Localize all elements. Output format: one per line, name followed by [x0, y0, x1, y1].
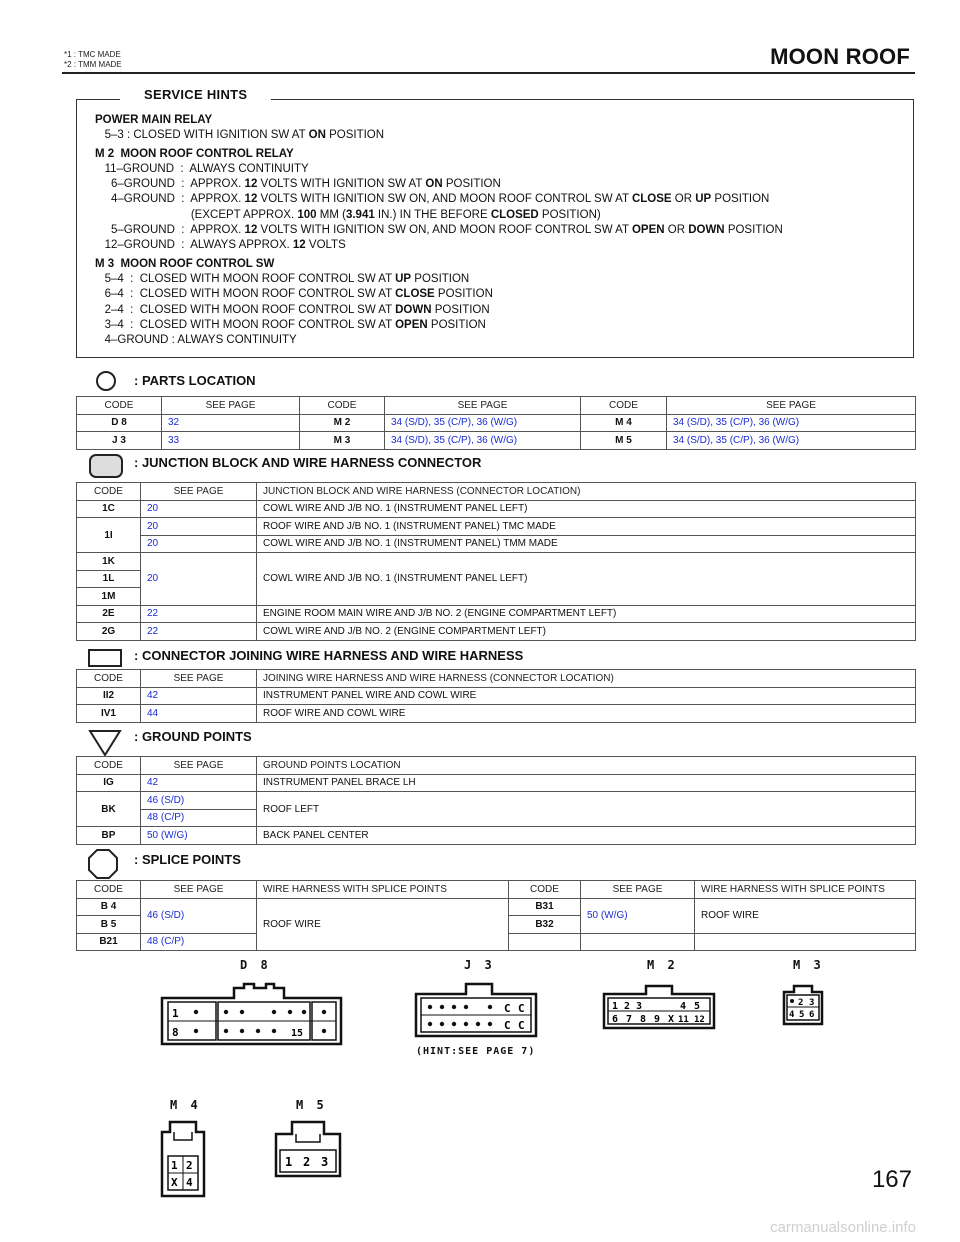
hint-text: POSITION: [442, 178, 501, 191]
connector-m2-diagram: [600, 982, 718, 1032]
connector-label-m3: M 3: [793, 958, 824, 972]
circle-icon: [96, 371, 116, 391]
hint-text: VOLTS WITH IGNITION SW AT: [257, 178, 426, 191]
col-header: CODE: [77, 881, 141, 899]
code-cell: IV1: [77, 705, 141, 723]
code-cell: IG: [77, 774, 141, 792]
col-header: WIRE HARNESS WITH SPLICE POINTS: [257, 881, 509, 899]
pin-label: 6: [809, 1010, 815, 1020]
pin-label: 6: [612, 1014, 619, 1025]
connector-label-m5: M 5: [296, 1098, 327, 1112]
pin-label: X: [668, 1014, 675, 1025]
bold-text: 12: [244, 224, 258, 237]
pin-label: 4: [680, 1001, 687, 1012]
hint-text: POSITION: [427, 318, 486, 331]
col-header: SEE PAGE: [141, 881, 257, 899]
pin-label: 4: [789, 1010, 795, 1020]
code-cell: M 5: [581, 432, 667, 450]
hint-text: POSITION: [411, 272, 470, 285]
col-header: CODE: [77, 483, 141, 501]
hint-text: VOLTS: [305, 239, 346, 252]
page-link[interactable]: 42: [141, 687, 257, 705]
col-header: CODE: [77, 397, 162, 415]
bold-text: CLOSED: [490, 208, 539, 221]
bold-text: ON: [308, 129, 326, 142]
location-cell: COWL WIRE AND J/B NO. 1 (INSTRUMENT PANEL LEFT): [257, 553, 916, 606]
code-cell: 1C: [77, 500, 141, 518]
hint-text: MM (: [316, 208, 346, 221]
parts-location-title: : PARTS LOCATION: [134, 373, 256, 388]
code-cell: B32: [509, 916, 581, 934]
hint-text: 6–4 : CLOSED WITH MOON ROOF CONTROL SW AT: [95, 288, 396, 301]
bold-text: 12: [292, 239, 306, 252]
hint-text: 11–GROUND : ALWAYS CONTINUITY: [95, 162, 309, 175]
pin-label: C: [504, 1019, 511, 1032]
hint-text: 2–4 : CLOSED WITH MOON ROOF CONTROL SW AT: [95, 303, 396, 316]
harness-cell: ROOF WIRE: [257, 898, 509, 951]
col-header: SEE PAGE: [141, 757, 257, 775]
code-cell: 1K: [77, 553, 141, 571]
location-cell: COWL WIRE AND J/B NO. 1 (INSTRUMENT PANEL) TMM MADE: [257, 535, 916, 553]
pin-label: 8: [172, 1026, 179, 1039]
code-cell: II2: [77, 687, 141, 705]
table-row: [77, 705, 916, 723]
pin-label: 4: [186, 1176, 193, 1189]
bold-text: CLOSE: [395, 288, 435, 301]
pin-label: 1: [285, 1155, 293, 1169]
bold-text: CLOSE: [631, 193, 672, 206]
code-cell: B 4: [77, 898, 141, 916]
page-link[interactable]: 20: [141, 500, 257, 518]
ground-points-table: [76, 756, 916, 845]
page-link[interactable]: 42: [141, 774, 257, 792]
code-cell: 1L: [77, 570, 141, 588]
page-link[interactable]: 20: [141, 535, 257, 553]
pin-label: 15: [291, 1028, 304, 1039]
hint-text: (HINT:SEE PAGE 7): [416, 1046, 536, 1057]
pin-label: 5: [694, 1001, 701, 1012]
code-cell: M 2: [300, 414, 385, 432]
code-cell: BP: [77, 827, 141, 845]
hint-text: OR: [664, 224, 689, 237]
location-cell: ENGINE ROOM MAIN WIRE AND J/B NO. 2 (ENGINE COMPARTMENT LEFT): [257, 605, 916, 623]
col-header: CODE: [77, 670, 141, 688]
table-row: [77, 535, 916, 553]
hint-text: OR: [671, 193, 696, 206]
service-hint-line: [95, 208, 783, 223]
col-header: CODE: [509, 881, 581, 899]
location-cell: INSTRUMENT PANEL WIRE AND COWL WIRE: [257, 687, 916, 705]
col-header: SEE PAGE: [141, 670, 257, 688]
service-hint-line: [95, 223, 783, 238]
service-hint-line: [95, 147, 783, 162]
page-link[interactable]: 22: [141, 605, 257, 623]
page-link[interactable]: 34 (S/D), 35 (C/P), 36 (W/G): [667, 414, 916, 432]
col-header: CODE: [581, 397, 667, 415]
service-hint-line: [95, 318, 783, 333]
bold-text: DOWN: [688, 224, 725, 237]
pin-label: 2: [303, 1155, 311, 1169]
connector-joining-table: [76, 669, 916, 723]
service-hint-line: [95, 303, 783, 318]
col-header: SEE PAGE: [581, 881, 695, 899]
junction-block-table: [76, 482, 916, 641]
col-header: JUNCTION BLOCK AND WIRE HARNESS (CONNECTOR LOCATION): [257, 483, 916, 501]
pin-label: 2: [624, 1001, 631, 1012]
table-row: [77, 518, 916, 536]
code-cell: J 3: [77, 432, 162, 450]
bold-text: DOWN: [395, 303, 432, 316]
connector-m4-diagram: [156, 1118, 212, 1200]
bold-text: OPEN: [395, 318, 428, 331]
service-hint-line: [95, 113, 783, 128]
hint-text: VOLTS WITH IGNITION SW ON, AND MOON ROOF CONTROL SW AT: [257, 193, 632, 206]
page-link[interactable]: 20: [141, 518, 257, 536]
service-hint-line: [95, 192, 783, 207]
rounded-rect-icon: [89, 454, 123, 478]
pin-label: C: [518, 1002, 525, 1015]
page-link[interactable]: 34 (S/D), 35 (C/P), 36 (W/G): [385, 432, 581, 450]
page-link[interactable]: 48 (C/P): [141, 933, 257, 951]
page-link[interactable]: 50 (W/G): [141, 827, 257, 845]
table-row: [77, 774, 916, 792]
bold-text: 12: [244, 178, 258, 191]
pin-label: C: [518, 1019, 525, 1032]
harness-cell: ROOF WIRE: [695, 898, 916, 933]
header-rule: [62, 72, 915, 74]
hint-text: 4–GROUND : APPROX.: [95, 193, 245, 206]
bold-text: 3.941: [345, 208, 375, 221]
page-link[interactable]: 46 (S/D): [141, 792, 257, 810]
code-cell: 1M: [77, 588, 141, 606]
service-hints-title: SERVICE HINTS: [120, 87, 271, 102]
bold-text: M 3 MOON ROOF CONTROL SW: [95, 257, 275, 270]
connector-j3-diagram: [412, 980, 542, 1042]
table-row: [77, 414, 916, 432]
col-header: WIRE HARNESS WITH SPLICE POINTS: [695, 881, 916, 899]
col-header: SEE PAGE: [162, 397, 300, 415]
bold-text: 12: [244, 193, 258, 206]
pin-label: 7: [626, 1014, 633, 1025]
empty-cell: [509, 933, 581, 951]
page-link[interactable]: 22: [141, 623, 257, 641]
pin-label: 11: [678, 1015, 689, 1025]
hint-text: POSITION: [434, 288, 493, 301]
pin-label: 2: [186, 1159, 193, 1172]
bold-text: ON: [425, 178, 443, 191]
ground-triangle-icon: [88, 729, 122, 757]
splice-points-title: : SPLICE POINTS: [134, 852, 241, 867]
splice-points-table: [76, 880, 916, 951]
page-number: 167: [871, 1166, 912, 1193]
connector-m3-diagram: [778, 982, 828, 1028]
note-tmm: *2 : TMM MADE: [64, 60, 122, 69]
pin-label: 3: [809, 998, 815, 1008]
table-row: [77, 827, 916, 845]
service-hint-line: [95, 272, 783, 287]
pin-label: 1: [612, 1001, 619, 1012]
connector-m5-diagram: [268, 1118, 348, 1182]
table-row: [77, 687, 916, 705]
page-link[interactable]: 32: [162, 414, 300, 432]
service-hint-line: [95, 177, 783, 192]
hint-text: POSITION: [711, 193, 770, 206]
code-cell: D 8: [77, 414, 162, 432]
code-cell: B31: [509, 898, 581, 916]
hint-text: 12–GROUND : ALWAYS APPROX.: [95, 239, 293, 252]
bold-text: UP: [395, 272, 412, 285]
code-cell: 2G: [77, 623, 141, 641]
code-cell: B21: [77, 933, 141, 951]
bold-text: M 2 MOON ROOF CONTROL RELAY: [95, 147, 294, 160]
table-row: [77, 792, 916, 810]
page-link[interactable]: 48 (C/P): [141, 809, 257, 827]
pin-label: 8: [640, 1014, 647, 1025]
hint-text: 5–4 : CLOSED WITH MOON ROOF CONTROL SW AT: [95, 272, 396, 285]
pin-label: 2: [798, 998, 804, 1008]
hint-text: POSITION: [325, 129, 385, 142]
page-link[interactable]: 44: [141, 705, 257, 723]
location-cell: COWL WIRE AND J/B NO. 2 (ENGINE COMPARTMENT LEFT): [257, 623, 916, 641]
col-header: CODE: [77, 757, 141, 775]
service-hint-line: [95, 238, 783, 253]
pin-label: 1: [171, 1159, 178, 1172]
code-cell: 1I: [77, 518, 141, 553]
pin-label: C: [504, 1002, 511, 1015]
bold-text: OPEN: [631, 224, 665, 237]
connector-label-m2: M 2: [647, 958, 678, 972]
code-cell: 2E: [77, 605, 141, 623]
location-cell: INSTRUMENT PANEL BRACE LH: [257, 774, 916, 792]
service-hints-body: [95, 113, 783, 348]
location-cell: ROOF WIRE AND J/B NO. 1 (INSTRUMENT PANEL) TMC MADE: [257, 518, 916, 536]
hint-text: 6–GROUND : APPROX.: [95, 178, 245, 191]
col-header: GROUND POINTS LOCATION: [257, 757, 916, 775]
junction-block-title: : JUNCTION BLOCK AND WIRE HARNESS CONNECTOR: [134, 455, 482, 470]
pin-label: 3: [321, 1155, 329, 1169]
location-cell: ROOF WIRE AND COWL WIRE: [257, 705, 916, 723]
ground-points-title: : GROUND POINTS: [134, 729, 252, 744]
hint-text: POSITION: [431, 303, 490, 316]
connector-d8-diagram: [154, 980, 349, 1050]
pin-label: X: [171, 1176, 178, 1189]
hint-text: (EXCEPT APPROX.: [95, 208, 298, 221]
watermark: carmanualsonline.info: [770, 1219, 916, 1236]
hint-text: POSITION): [538, 208, 601, 221]
location-cell: BACK PANEL CENTER: [257, 827, 916, 845]
bold-text: 100: [297, 208, 317, 221]
rectangle-icon: [88, 649, 122, 667]
hint-text: 4–GROUND : ALWAYS CONTINUITY: [95, 334, 297, 347]
pin-label: 1: [172, 1007, 179, 1020]
table-row: [77, 553, 916, 571]
service-hint-line: [95, 287, 783, 302]
page-link[interactable]: 50 (W/G): [581, 898, 695, 933]
table-row: [77, 623, 916, 641]
service-hint-line: [95, 257, 783, 272]
hint-text: 3–4 : CLOSED WITH MOON ROOF CONTROL SW AT: [95, 318, 396, 331]
pin-label: 3: [636, 1001, 643, 1012]
empty-cell: [695, 933, 916, 951]
parts-location-table: [76, 396, 916, 450]
hint-text: VOLTS WITH IGNITION SW ON, AND MOON ROOF CONTROL SW AT: [257, 224, 632, 237]
col-header: SEE PAGE: [667, 397, 916, 415]
header-notes: [64, 50, 122, 70]
hint-text: POSITION: [724, 224, 783, 237]
note-tmc: *1 : TMC MADE: [64, 50, 121, 59]
table-row: [77, 500, 916, 518]
table-row: [77, 898, 916, 916]
col-header: JOINING WIRE HARNESS AND WIRE HARNESS (CONNECTOR LOCATION): [257, 670, 916, 688]
location-cell: COWL WIRE AND J/B NO. 1 (INSTRUMENT PANEL LEFT): [257, 500, 916, 518]
col-header: CODE: [300, 397, 385, 415]
page-title: MOON ROOF: [770, 44, 910, 69]
page-link[interactable]: 34 (S/D), 35 (C/P), 36 (W/G): [385, 414, 581, 432]
code-cell: M 3: [300, 432, 385, 450]
bold-text: UP: [695, 193, 712, 206]
page-link[interactable]: 33: [162, 432, 300, 450]
page-link[interactable]: 46 (S/D): [141, 898, 257, 933]
connector-joining-title: : CONNECTOR JOINING WIRE HARNESS AND WIRE HARNESS: [134, 648, 524, 663]
splice-octagon-icon: [88, 849, 118, 879]
hint-text: IN.) IN THE BEFORE: [374, 208, 491, 221]
pin-label: 5: [799, 1010, 805, 1020]
bold-text: POWER MAIN RELAY: [95, 114, 213, 126]
hint-text: 5–3 : CLOSED WITH IGNITION SW AT: [95, 129, 309, 142]
col-header: SEE PAGE: [385, 397, 581, 415]
table-row: [77, 432, 916, 450]
pin-label: 12: [694, 1015, 705, 1025]
code-cell: M 4: [581, 414, 667, 432]
service-hint-line: [95, 128, 783, 143]
connector-label-j3: J 3: [464, 958, 495, 972]
service-hint-line: [95, 162, 783, 177]
table-row: [77, 605, 916, 623]
code-cell: B 5: [77, 916, 141, 934]
hint-text: 5–GROUND : APPROX.: [95, 224, 245, 237]
page-link[interactable]: 20: [141, 553, 257, 606]
code-cell: BK: [77, 792, 141, 827]
page-link[interactable]: 34 (S/D), 35 (C/P), 36 (W/G): [667, 432, 916, 450]
location-cell: ROOF LEFT: [257, 792, 916, 827]
empty-cell: [581, 933, 695, 951]
connector-label-m4: M 4: [170, 1098, 201, 1112]
col-header: SEE PAGE: [141, 483, 257, 501]
connector-label-d8: D 8: [240, 958, 271, 972]
pin-label: 9: [654, 1014, 661, 1025]
service-hint-line: [95, 333, 783, 348]
